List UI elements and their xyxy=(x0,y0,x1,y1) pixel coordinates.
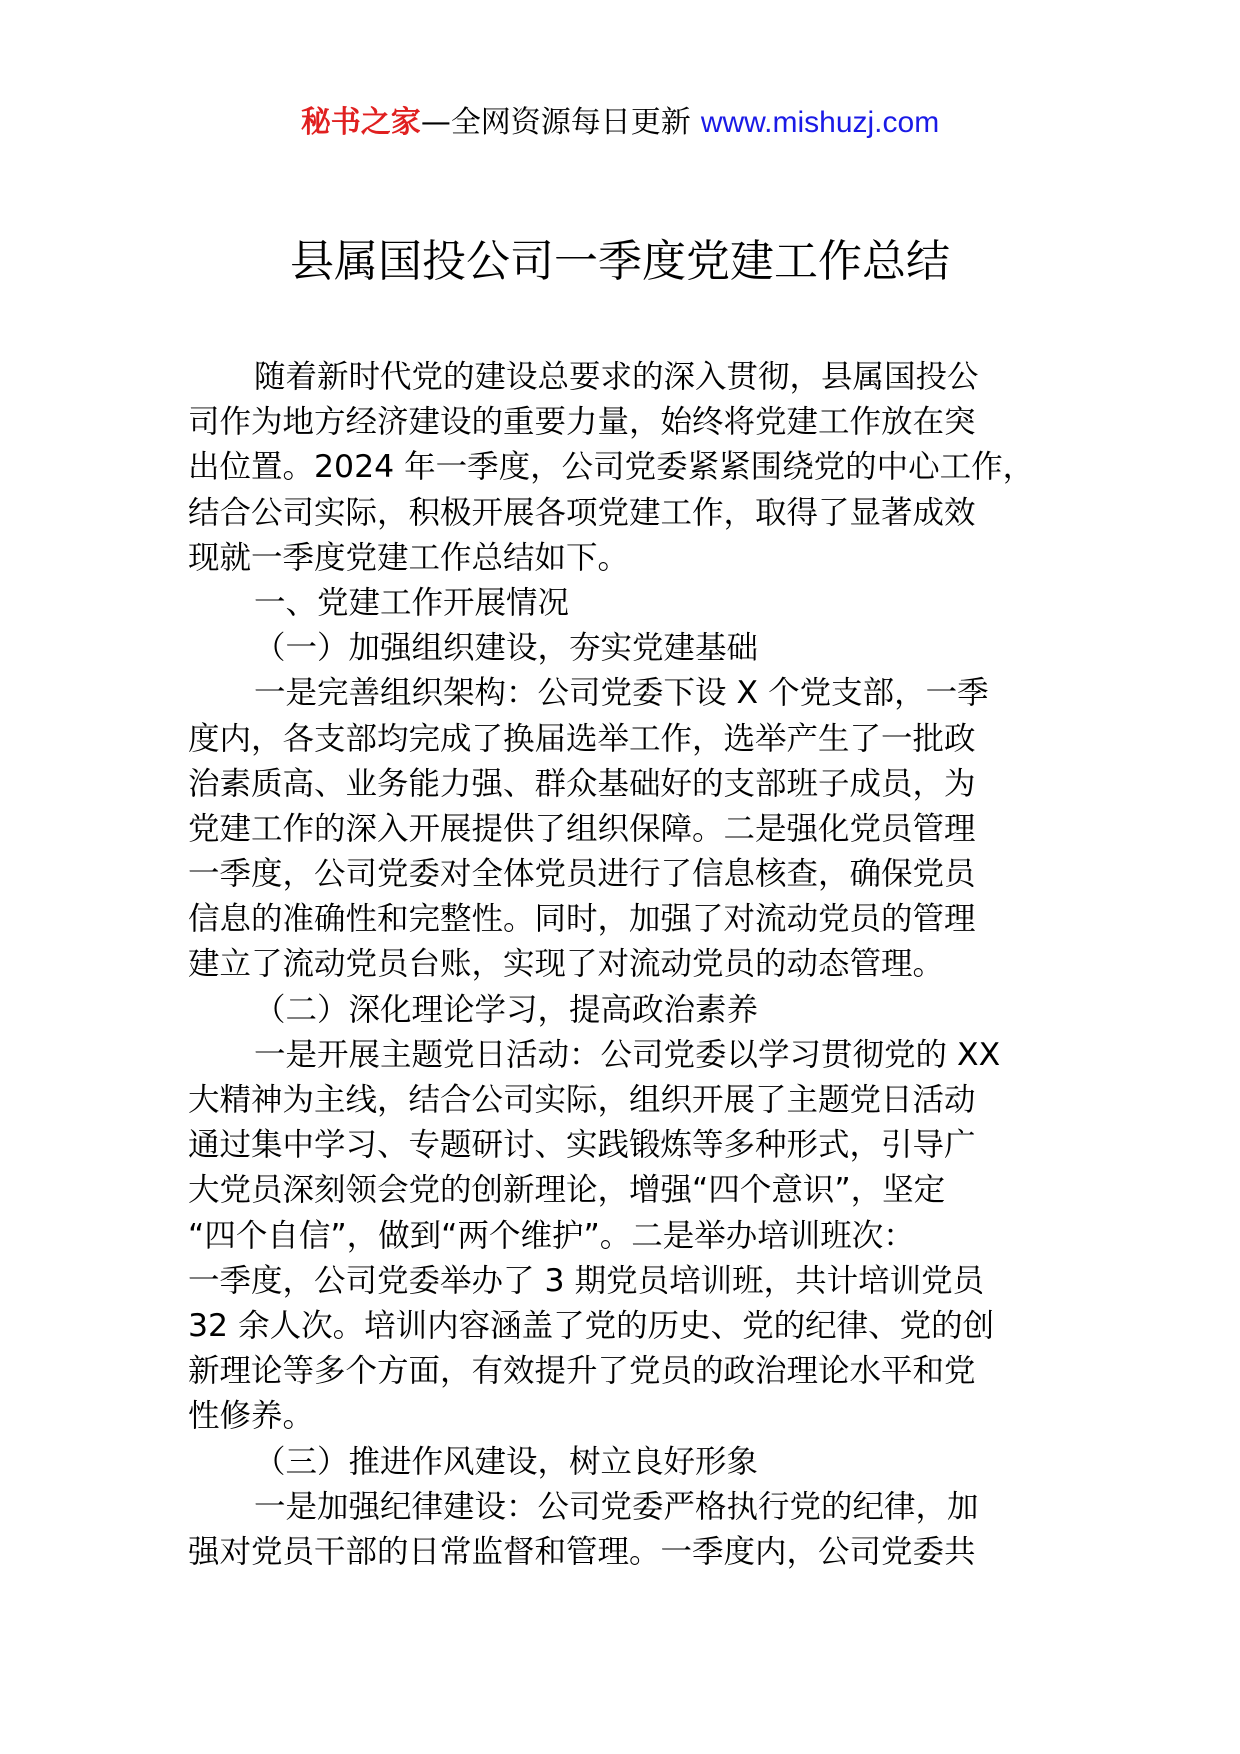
body-text-line: 结合公司实际，积极开展各项党建工作，取得了显著成效 xyxy=(188,494,976,531)
body-text-line: （二）深化理论学习，提高政治素养 xyxy=(254,991,759,1028)
body-text-line: （一）加强组织建设，夯实党建基础 xyxy=(254,630,759,667)
body-text-line: （三）推进作风建设，树立良好形象 xyxy=(254,1443,759,1480)
document-title: 县属国投公司一季度党建工作总结 xyxy=(290,236,950,287)
body-text-line: 党建工作的深入开展提供了组织保障。二是强化党员管理 xyxy=(188,810,976,847)
body-text-line: 一季度，公司党委举办了 3 期党员培训班，共计培训党员 xyxy=(188,1262,985,1299)
body-text-line: 司作为地方经济建设的重要力量，始终将党建工作放在突 xyxy=(188,404,976,441)
header-tagline: —全网资源每日更新 xyxy=(420,105,691,140)
body-text-line: 出位置。2024 年一季度，公司党委紧紧围绕党的中心工作， xyxy=(188,449,1035,486)
body-text-line: 性修养。 xyxy=(188,1398,315,1435)
body-text-line: 一、党建工作开展情况 xyxy=(254,584,570,621)
brand-name: 秘书之家 xyxy=(300,105,421,140)
site-url-link[interactable]: www.mishuzj.com xyxy=(700,106,940,139)
body-text-line: 信息的准确性和完整性。同时，加强了对流动党员的管理 xyxy=(188,901,976,938)
body-text-line: 治素质高、业务能力强、群众基础好的支部班子成员，为 xyxy=(188,765,976,802)
body-text-line: 强对党员干部的日常监督和管理。一季度内，公司党委共 xyxy=(188,1533,976,1570)
body-text-line: 一季度，公司党委对全体党员进行了信息核查，确保党员 xyxy=(188,856,976,893)
body-text-line: 通过集中学习、专题研讨、实践锻炼等多种形式，引导广 xyxy=(188,1127,976,1164)
document-body xyxy=(188,355,1188,1575)
body-text-line: 新理论等多个方面，有效提升了党员的政治理论水平和党 xyxy=(188,1353,976,1390)
body-text-line: 度内，各支部均完成了换届选举工作，选举产生了一批政 xyxy=(188,720,976,757)
body-text-line: 大精神为主线，结合公司实际，组织开展了主题党日活动 xyxy=(188,1082,976,1118)
body-text-line: 随着新时代党的建设总要求的深入贯彻，县属国投公 xyxy=(254,359,979,395)
body-text-line: 32 余人次。培训内容涵盖了党的历史、党的纪律、党的创 xyxy=(188,1307,995,1344)
body-text-line: 建立了流动党员台账，实现了对流动党员的动态管理。 xyxy=(188,946,945,983)
body-text-line: 一是完善组织架构：公司党委下设 X 个党支部，一季 xyxy=(254,675,989,712)
body-text-line: “四个自信”，做到“两个维护”。二是举办培训班次： xyxy=(188,1217,915,1254)
body-text-line: 大党员深刻领会党的创新理论，增强“四个意识”，坚定 xyxy=(188,1172,946,1209)
body-text-line: 现就一季度党建工作总结如下。 xyxy=(188,539,630,576)
body-text-line: 一是加强纪律建设：公司党委严格执行党的纪律，加 xyxy=(254,1488,979,1525)
header-banner xyxy=(0,103,1240,143)
body-text-line: 一是开展主题党日活动：公司党委以学习贯彻党的 XX xyxy=(254,1036,1001,1073)
